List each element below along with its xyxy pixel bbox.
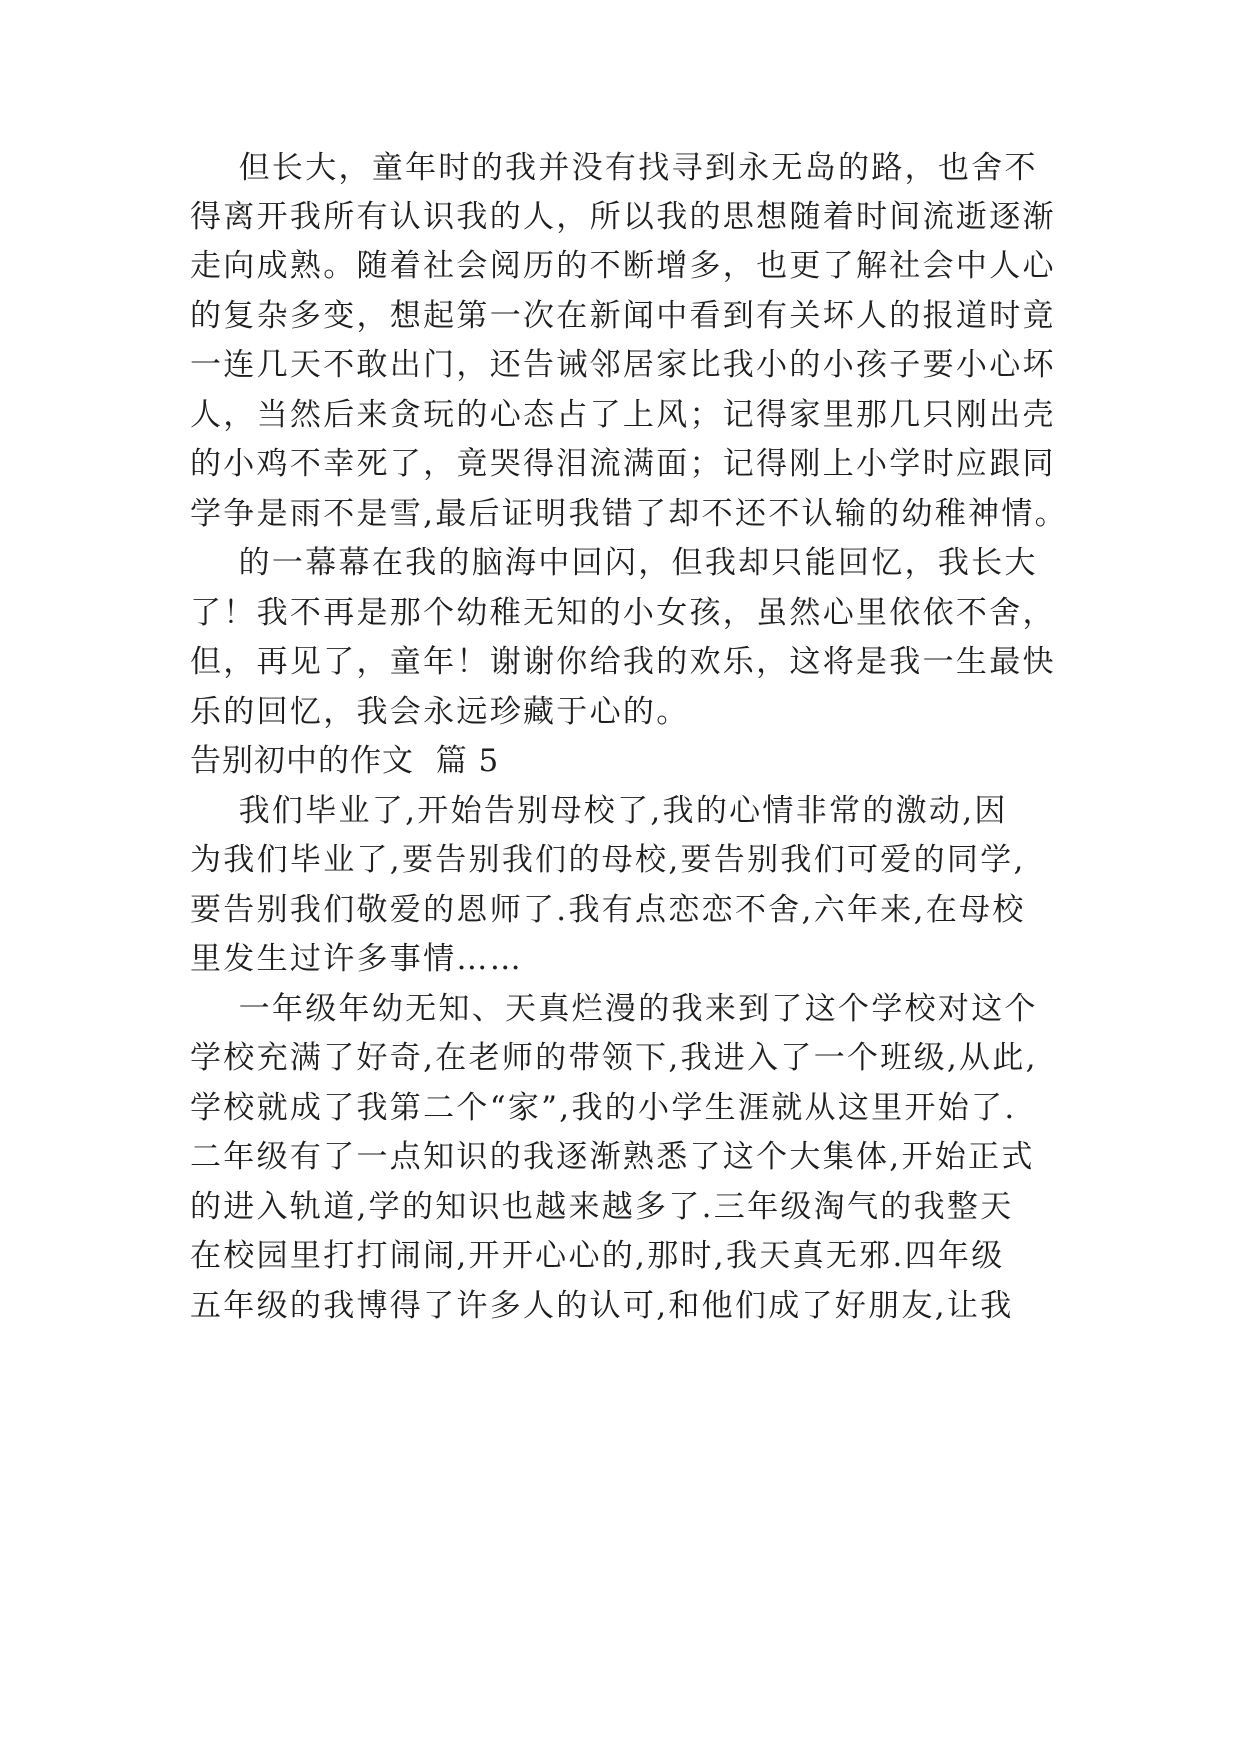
text-line: 的复杂多变，想起第一次在新闻中看到有关坏人的报道时竟 bbox=[190, 298, 1056, 334]
text-line: 要告别我们敬爱的恩师了.我有点恋恋不舍,六年来,在母校 bbox=[190, 892, 1026, 928]
text-line: 的一幕幕在我的脑海中回闪，但我却只能回忆，我长大 bbox=[190, 545, 1038, 581]
text-line: 一年级年幼无知、天真烂漫的我来到了这个学校对这个 bbox=[190, 991, 1038, 1027]
text-line: 人，当然后来贪玩的心态占了上风；记得家里那几只刚出壳 bbox=[190, 397, 1056, 433]
section-heading: 告别初中的作文 篇 5 bbox=[190, 743, 500, 779]
text-line: 走向成熟。随着社会阅历的不断增多，也更了解社会中人心 bbox=[190, 248, 1056, 284]
text-line: 五年级的我博得了许多人的认可,和他们成了好朋友,让我 bbox=[190, 1288, 1014, 1324]
text-line: 得离开我所有认识我的人，所以我的思想随着时间流逝逐渐 bbox=[190, 199, 1056, 235]
text-line: 里发生过许多事情…… bbox=[190, 941, 523, 977]
text-line: 的小鸡不幸死了，竟哭得泪流满面；记得刚上小学时应跟同 bbox=[190, 446, 1056, 482]
text-line: 为我们毕业了,要告别我们的母校,要告别我们可爱的同学, bbox=[190, 842, 1026, 878]
text-line: 但长大，童年时的我并没有找寻到永无岛的路，也舍不 bbox=[190, 150, 1038, 186]
text-line: 的进入轨道,学的知识也越来越多了.三年级淘气的我整天 bbox=[190, 1189, 1014, 1225]
text-line: 了！我不再是那个幼稚无知的小女孩，虽然心里依依不舍， bbox=[190, 595, 1056, 631]
text-line: 在校园里打打闹闹,开开心心的,那时,我天真无邪.四年级 bbox=[190, 1238, 1005, 1274]
text-line: 乐的回忆，我会永远珍藏于心的。 bbox=[190, 694, 690, 730]
text-line: 我们毕业了,开始告别母校了,我的心情非常的激动,因 bbox=[190, 793, 1008, 829]
text-line: 但，再见了，童年！谢谢你给我的欢乐，这将是我一生最快 bbox=[190, 644, 1056, 680]
text-line: 二年级有了一点知识的我逐渐熟悉了这个大集体,开始正式 bbox=[190, 1139, 1035, 1175]
text-line: 学争是雨不是雪,最后证明我错了却不还不认输的幼稚神情。 bbox=[190, 496, 1068, 532]
text-line: 一连几天不敢出门，还告诫邻居家比我小的小孩子要小心坏 bbox=[190, 347, 1056, 383]
text-line: 学校充满了好奇,在老师的带领下,我进入了一个班级,从此, bbox=[190, 1040, 1038, 1076]
text-line: 学校就成了我第二个“家”,我的小学生涯就从这里开始了. bbox=[190, 1090, 1017, 1126]
